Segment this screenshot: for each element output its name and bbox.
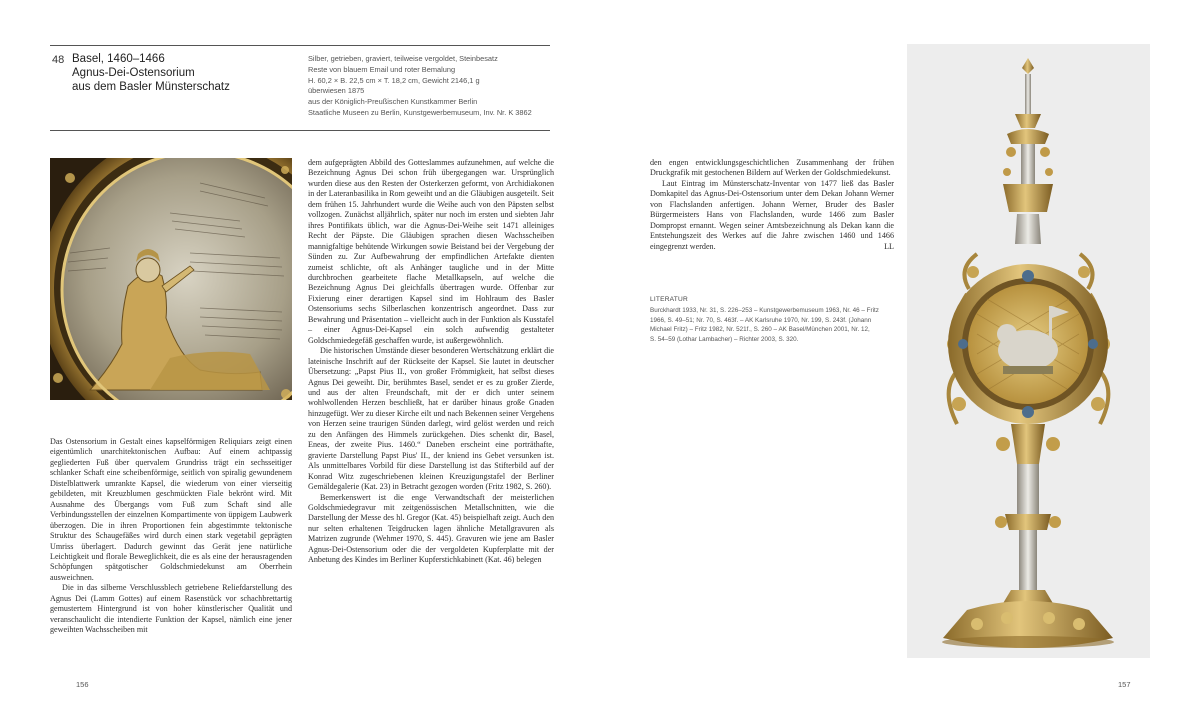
ostensorium-image (907, 44, 1150, 658)
meta-dimensions: H. 60,2 × B. 22,5 cm × T. 18,2 cm, Gewicht 2146,1 g (308, 75, 480, 85)
meta-material: Silber, getrieben, graviert, teilweise vergoldet, Steinbesatz (308, 54, 498, 63)
header-rule-top (50, 45, 550, 46)
header-rule-bottom (50, 130, 550, 131)
title-line-object: Agnus-Dei-Ostensorium (72, 67, 195, 79)
paragraph-context: den engen entwicklungsgeschichtlichen Zusammenhang der frühen Druckgrafik mit gestochenen Bildern auf Werken der Goldschmiedekunst. (650, 158, 894, 178)
paragraph-inscription: Die historischen Umstände dieser besonderen Wertschätzung erklärt die lateinische Inschrift auf der Rückseite der Kapsel. Sie lautet in deutscher Übersetzung: „Papst Pius II., von großer Frömmigkeit, hat selbst dieses Agnus Dei geweiht. Dir, berühmtes Basel, sendet er es zu großer Zierde, und aus der alten Freundschaft, mit der er dich unter seinem wohlwollenden Herzen beschließt, hat er darüber hinaus große Gnaden hinzugefügt. Wer zu dieser Kirche eilt und nach Bekennen seiner Vergehens von Herzen seine traurigen Sünden darlegt, wird gelöst werden und reich zu den Anfängen des Himmels zurückgehen. Dies schenkt dir, Basel, Eneas, der zweite Pius. 1460.“ Daneben erscheint eine porträthafte, gravierte Darstellung Papst Pius' II., der kniend ins Gebet versunken ist. Als unmittelbares Vorbild für diese Darstellung ist das Stifterbild auf der Konrad Witz zugeschriebenen kleinen Kreuzigungstafel der Berliner Gemäldegalerie (Kat. 23) in Betracht gezogen worden (Fritz 1982, S. 260). (308, 346, 554, 492)
meta-transfer: überwiesen 1875 (308, 86, 365, 96)
literature-list (650, 306, 894, 344)
paragraph-description: Das Ostensorium in Gestalt eines kapselförmigen Reliquiars zeigt einen eigentümlich unarchitektonischen Aufbau: Auf einem achtpassig gegliederten Fuß über quervalem Grundriss trägt ein sechsseitiger schlanker Schaft eine scheibenförmige, seitlich von spiralig gewundenem Distelblattwerk umrankte Kapsel, die wiederum von einer vierseitig gebildeten, mit Kreuzblumen geschmückten Fiale bekrönt wird. Mit Ausnahme des Übergangs vom Fuß zum Schaft sind alle Verbindungsstellen der einzelnen Kompartimente von üppigem Laubwerk überzogen. Die in ihren Proportionen fein abgestimmte tektonische Struktur des Schaugefäßes wird durch einen stark vegetabil geprägten Umriss überlagert. Dadurch gewinnt das Gerät jene natürliche Leichtigkeit und florale Beweglichkeit, die es als eine der herausragenden Schöpfungen spätgotischer Goldschmiedekunst am Oberrhein ausweichnen. (50, 437, 292, 582)
author-initials: LL (884, 241, 894, 251)
meta-collection: Staatliche Museen zu Berlin, Kunstgewerbemuseum, Inv. Nr. K 3862 (308, 107, 532, 117)
paragraph-engraving: Bemerkenswert ist die enge Verwandtschaft der meisterlichen Goldschmiedegravur mit zeitgenössischen Metallschnitten, wie die Darstellung der Messe des hl. Gregor (Kat. 45) beispielhaft zeigt. Auch den nur selten erhaltenen Teigdrucken lagen ähnliche Metallgravuren als Matrizen zugrunde (Wehmer 1970, S. 445). Gravuren wie jene am Basler Agnus-Dei-Ostensorium oder die der vergoldeten Kupferplatte mit der Anbetung des Kindes im Berliner Kupferstichkabinett (Kat. 46) belegen (308, 492, 554, 565)
meta-decoration: Reste von blauem Email und roter Bemalung (308, 64, 456, 74)
catalogue-title (72, 52, 292, 94)
title-line-provenance: aus dem Basler Münsterschatz (72, 81, 230, 93)
paragraph-dating (650, 179, 894, 252)
meta-origin: aus der Königlich-Preußischen Kunstkammer Berlin (308, 97, 478, 107)
page-number-left: 156 (76, 680, 89, 689)
text-column-middle (308, 158, 554, 566)
paragraph-relief: Die in das silberne Verschlussblech getriebene Reliefdarstellung des Agnus Dei (Lamm Gottes) auf einem Rasenstück vor schachbrettartig gemustertem Hintergrund ist von hoher künstlerischer Qualität und veranschaulicht die intendierte Funktion der Kapsel, nämlich eine jener geweihten Wachsscheiben mit (50, 583, 292, 635)
dating-text: Laut Eintrag im Münsterschatz-Inventar von 1477 ließ das Basler Domkapitel das Agnus-Dei-Ostensorium unter dem Dekan Johann Werner von Flachslanden anfertigen. Johann Werner, Bruder des Basler Bürgermeisters Hans von Flachslanden, wurde 1466 zum Basler Dompropst ernannt. Wegen seiner Amtsbezeichnung als Dekan kann die Entstehungszeit des Werkes auf die Jahre zwischen 1460 und 1466 eingegrenzt werden. (650, 178, 894, 251)
title-line-place-date: Basel, 1460–1466 (72, 53, 165, 65)
literature-line: S. 54–59 (Lothar Lambacher) – Richter 2003, S. 320. (650, 335, 799, 343)
catalogue-metadata (308, 54, 554, 119)
literature-line: Michael Fritz) – Fritz 1982, Nr. 521f., S. 260 – AK Basel/München 2001, Nr. 12, (650, 326, 870, 334)
page-number-right: 157 (1118, 680, 1131, 689)
literature-heading: LITERATUR (650, 296, 688, 303)
text-column-left (50, 437, 292, 636)
object-photo (907, 44, 1150, 658)
engraved-disc-image (50, 158, 292, 400)
text-column-right (650, 158, 894, 252)
detail-photo (50, 158, 292, 400)
catalogue-number: 48 (52, 54, 65, 66)
literature-line: Burckhardt 1933, Nr. 31, S. 226–253 – Kunstgewerbemuseum 1963, Nr. 46 – Fritz (650, 307, 879, 314)
paragraph-agnus-dei: dem aufgeprägten Abbild des Gotteslammes aufzunehmen, auf welche die Bezeichnung Agnus Dei schon früh übergegangen war. Ursprünglich wurden diese aus den Resten der Osterkerzen geformt, von Archidiakonen in der Lateranbasilika in Rom geweiht und an die Gläubigen ausgeteilt. Seit dem frühen 15. Jahrhundert wurde die Weihe auch von den Päpsten selbst vollzogen. Zunächst alljährlich, später nur noch im ersten und siebten Jahr ihres Pontifikats üblich, war die Agnus-Dei-Weihe seit 1471 alleiniges Recht der Päpste. Die Gläubigen sprachen diesen Wachsscheiben mannigfaltige behütende Wirkungen sowie Beistand bei der Vergebung der Sünden zu. Zur Aufbewahrung der empfindlichen Artefakte dienten zumeist schlichte, oft als Anhänger taugliche und in der Mitte durchbrochen gearbeitete flache Metallkapseln, auf welche die Bezeichnung Agnus Dei gleichfalls übertragen wurde. Offenbar zur Fixierung einer derartigen Kapsel sind im Hohlraum des Basler Ostensoriums sechs Silberlaschen konzentrisch angeordnet. Dass zur Bewahrung und Präsentation – vielleicht auch in der Funktion als Kusstafel – einer Agnus-Dei-Kapsel ein solch aufwendig gestalteter Goldschmiedegefäß geschaffen wurde, ist außergewöhnlich. (308, 158, 554, 345)
literature-line: 1966, S. 49–51; Nr. 70, S. 463f. – AK Karlsruhe 1970, Nr. 199, S. 243f. (Johann (650, 316, 872, 324)
